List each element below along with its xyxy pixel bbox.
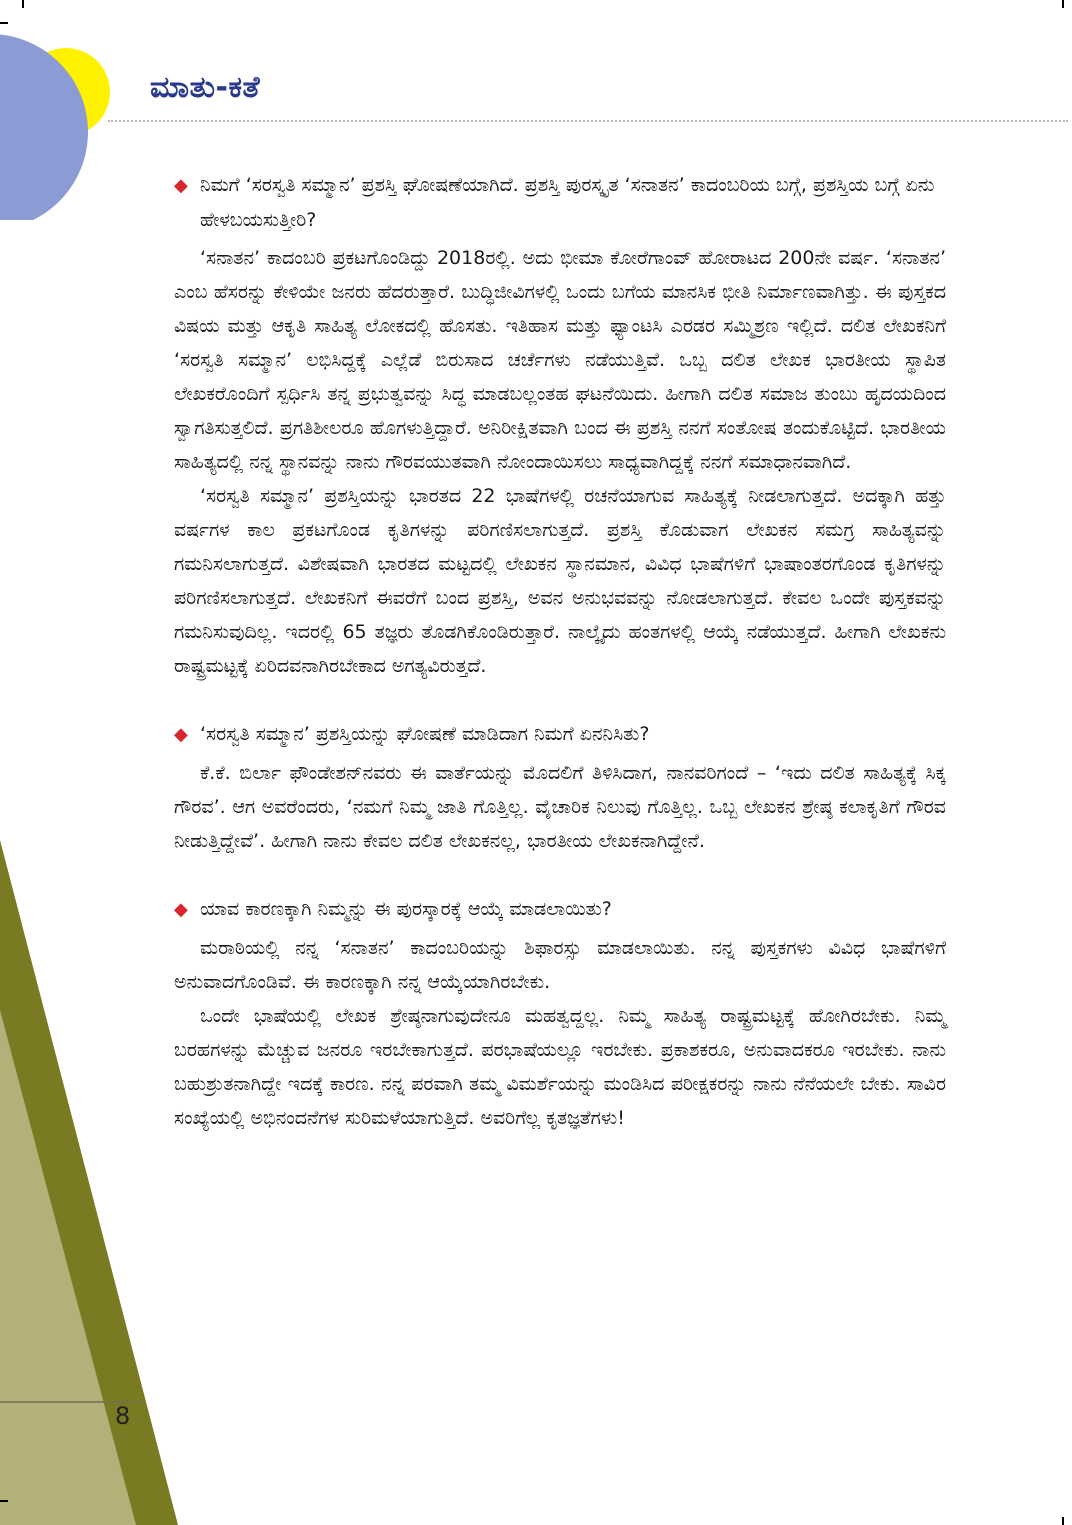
question-2-text: ‘ಸರಸ್ವತಿ ಸಮ್ಮಾನ’ ಪ್ರಶಸ್ತಿಯನ್ನು ಘೋಷಣೆ ಮಾಡಿದಾಗ ನಿಮಗೆ ಏನನಿಸಿತು? (200, 723, 650, 745)
crop-mark (0, 1500, 8, 1502)
interview-content (174, 168, 946, 1169)
header-dotted-rule (108, 120, 1068, 122)
answer-2-paragraph-1: ಕೆ.ಕೆ. ಬಿರ್ಲಾ ಫೌಂಡೇಶನ್‌ನವರು ಈ ವಾರ್ತೆಯನ್ನು ಮೊದಲಿಗೆ ತಿಳಿಸಿದಾಗ, ನಾನವರಿಗಂದೆ – ‘ಇದು ದಲಿತ ಸಾಹಿತ್ಯಕ್ಕೆ ಸಿಕ್ಕ ಗೌರವ’. ಆಗ ಅವರೆಂದರು, ‘ನಮಗೆ ನಿಮ್ಮ ಜಾತಿ ಗೊತ್ತಿಲ್ಲ. ವೈಚಾರಿಕ ನಿಲುವು ಗೊತ್ತಿಲ್ಲ. ಒಬ್ಬ ಲೇಖಕನ ಶ್ರೇಷ್ಠ ಕಲಾಕೃತಿಗೆ ಗೌರವ ನೀಡುತ್ತಿದ್ದೇವೆ’. ಹೀಗಾಗಿ ನಾನು ಕೇವಲ ದಲಿತ ಲೇಖಕನಲ್ಲ, ಭಾರತೀಯ ಲೇಖಕನಾಗಿದ್ದೇನೆ. (174, 762, 946, 852)
crop-mark (1062, 0, 1064, 8)
olive-triangle-decoration (0, 0, 200, 1525)
answer-1-paragraph-2: ‘ಸರಸ್ವತಿ ಸಮ್ಮಾನ’ ಪ್ರಶಸ್ತಿಯನ್ನು ಭಾರತದ 22 ಭಾಷೆಗಳಲ್ಲಿ ರಚನೆಯಾಗುವ ಸಾಹಿತ್ಯಕ್ಕೆ ನೀಡಲಾಗುತ್ತದೆ. ಅದಕ್ಕಾಗಿ ಹತ್ತು ವರ್ಷಗಳ ಕಾಲ ಪ್ರಕಟಗೊಂಡ ಕೃತಿಗಳನ್ನು ಪರಿಗಣಿಸಲಾಗುತ್ತದೆ. ಪ್ರಶಸ್ತಿ ಕೊಡುವಾಗ ಲೇಖಕನ ಸಮಗ್ರ ಸಾಹಿತ್ಯವನ್ನು ಗಮನಿಸಲಾಗುತ್ತದೆ. ವಿಶೇಷವಾಗಿ ಭಾರತದ ಮಟ್ಟದಲ್ಲಿ ಲೇಖಕನ ಸ್ಥಾನಮಾನ, ವಿವಿಧ ಭಾಷೆಗಳಿಗೆ ಭಾಷಾಂತರಗೊಂಡ ಕೃತಿಗಳನ್ನು ಪರಿಗಣಿಸಲಾಗುತ್ತದೆ. ಲೇಖಕನಿಗೆ ಈವರೆಗೆ ಬಂದ ಪ್ರಶಸ್ತಿ, ಅವನ ಅನುಭವವನ್ನು ನೋಡಲಾಗುತ್ತದೆ. ಕೇವಲ ಒಂದೇ ಪುಸ್ತಕವನ್ನು ಗಮನಿಸುವುದಿಲ್ಲ. ಇದರಲ್ಲಿ 65 ತಜ್ಞರು ತೊಡಗಿಕೊಂಡಿರುತ್ತಾರೆ. ನಾಲ್ಕೈದು ಹಂತಗಳಲ್ಲಿ ಆಯ್ಕೆ ನಡೆಯುತ್ತದೆ. ಹೀಗಾಗಿ ಲೇಖಕನು ರಾಷ್ಟ್ರಮಟ್ಟಕ್ಕೆ ಏರಿದವನಾಗಿರಬೇಕಾದ ಅಗತ್ಯವಿರುತ್ತದೆ. (174, 485, 946, 677)
diamond-bullet-icon: ◆ (174, 175, 188, 196)
answer-3-paragraph-2: ಒಂದೇ ಭಾಷೆಯಲ್ಲಿ ಲೇಖಕ ಶ್ರೇಷ್ಠನಾಗುವುದೇನೂ ಮಹತ್ವದ್ದಲ್ಲ. ನಿಮ್ಮ ಸಾಹಿತ್ಯ ರಾಷ್ಟ್ರಮಟ್ಟಕ್ಕೆ ಹೋಗಿರಬೇಕು. ನಿಮ್ಮ ಬರಹಗಳನ್ನು ಮೆಚ್ಚುವ ಜನರೂ ಇರಬೇಕಾಗುತ್ತದೆ. ಪರಭಾಷೆಯಲ್ಲೂ ಇರಬೇಕು. ಪ್ರಕಾಶಕರೂ, ಅನುವಾದಕರೂ ಇರಬೇಕು. ನಾನು ಬಹುಶ್ರುತನಾಗಿದ್ದೇ ಇದಕ್ಕೆ ಕಾರಣ. ನನ್ನ ಪರವಾಗಿ ತಮ್ಮ ವಿಮರ್ಶೆಯನ್ನು ಮಂಡಿಸಿದ ಪರೀಕ್ಷಕರನ್ನು ನಾನು ನೆನೆಯಲೇ ಬೇಕು. ಸಾವಿರ ಸಂಖ್ಯೆಯಲ್ಲಿ ಅಭಿನಂದನೆಗಳ ಸುರಿಮಳೆಯಾಗುತ್ತಿದೆ. ಅವರಿಗೆಲ್ಲ ಕೃತಜ್ಞತೆಗಳು! (174, 1005, 946, 1129)
question-3 (174, 892, 946, 927)
question-1 (174, 168, 946, 237)
section-title: ಮಾತು-ಕತೆ (150, 70, 261, 105)
crop-mark (22, 0, 24, 8)
diamond-bullet-icon: ◆ (174, 899, 188, 920)
answer-1-paragraph-1: ‘ಸನಾತನ’ ಕಾದಂಬರಿ ಪ್ರಕಟಗೊಂಡಿದ್ದು 2018ರಲ್ಲಿ. ಅದು ಭೀಮಾ ಕೋರೆಗಾಂವ್ ಹೋರಾಟದ 200ನೇ ವರ್ಷ. ‘ಸನಾತನ’ ಎಂಬ ಹೆಸರನ್ನು ಕೇಳಿಯೇ ಜನರು ಹೆದರುತ್ತಾರೆ. ಬುದ್ಧಿಜೀವಿಗಳಲ್ಲಿ ಒಂದು ಬಗೆಯ ಮಾನಸಿಕ ಭೀತಿ ನಿರ್ಮಾಣವಾಗಿತ್ತು. ಈ ಪುಸ್ತಕದ ವಿಷಯ ಮತ್ತು ಆಕೃತಿ ಸಾಹಿತ್ಯ ಲೋಕದಲ್ಲಿ ಹೊಸತು. ಇತಿಹಾಸ ಮತ್ತು ಫ್ಯಾಂಟಸಿ ಎರಡರ ಸಮ್ಮಿಶ್ರಣ ಇಲ್ಲಿದೆ. ದಲಿತ ಲೇಖಕನಿಗೆ ‘ಸರಸ್ವತಿ ಸಮ್ಮಾನ’ ಲಭಿಸಿದ್ದಕ್ಕೆ ಎಲ್ಲೆಡೆ ಬಿರುಸಾದ ಚರ್ಚೆಗಳು ನಡೆಯುತ್ತಿವೆ. ಒಬ್ಬ ದಲಿತ ಲೇಖಕ ಭಾರತೀಯ ಸ್ಥಾಪಿತ ಲೇಖಕರೊಂದಿಗೆ ಸ್ಪರ್ಧಿಸಿ ತನ್ನ ಪ್ರಭುತ್ವವನ್ನು ಸಿದ್ಧ ಮಾಡಬಲ್ಲಂತಹ ಘಟನೆಯಿದು. ಹೀಗಾಗಿ ದಲಿತ ಸಮಾಜ ತುಂಬು ಹೃದಯದಿಂದ ಸ್ವಾಗತಿಸುತ್ತಲಿದೆ. ಪ್ರಗತಿಶೀಲರೂ ಹೊಗಳುತ್ತಿದ್ದಾರೆ. ಅನಿರೀಕ್ಷಿತವಾಗಿ ಬಂದ ಈ ಪ್ರಶಸ್ತಿ ನನಗೆ ಸಂತೋಷ ತಂದುಕೊಟ್ಟಿದೆ. ಭಾರತೀಯ ಸಾಹಿತ್ಯದಲ್ಲಿ ನನ್ನ ಸ್ಥಾನವನ್ನು ನಾನು ಗೌರವಯುತವಾಗಿ ನೋಂದಾಯಿಸಲು ಸಾಧ್ಯವಾಗಿದ್ದಕ್ಕೆ ನನಗೆ ಸಮಾಧಾನವಾಗಿದೆ. (174, 247, 946, 473)
page-number: 8 (115, 1402, 131, 1430)
crop-mark (0, 22, 8, 24)
question-2 (174, 717, 946, 752)
question-1-text: ನಿಮಗೆ ‘ಸರಸ್ವತಿ ಸಮ್ಮಾನ’ ಪ್ರಶಸ್ತಿ ಘೋಷಣೆಯಾಗಿದೆ. ಪ್ರಶಸ್ತಿ ಪುರಸ್ಕೃತ ‘ಸನಾತನ’ ಕಾದಂಬರಿಯ ಬಗ್ಗೆ, ಪ್ರಶಸ್ತಿಯ ಬಗ್ಗೆ ಏನು ಹೇಳಬಯಸುತ್ತೀರಿ? (200, 174, 935, 231)
diamond-bullet-icon: ◆ (174, 724, 188, 745)
question-3-text: ಯಾವ ಕಾರಣಕ್ಕಾಗಿ ನಿಮ್ಮನ್ನು ಈ ಪುರಸ್ಕಾರಕ್ಕೆ ಆಯ್ಕೆ ಮಾಡಲಾಯಿತು? (200, 898, 612, 920)
qa-block-2 (174, 717, 946, 858)
olive-light-triangle (0, 1010, 136, 1525)
crop-mark (1062, 1517, 1064, 1525)
answer-3-paragraph-1: ಮರಾಠಿಯಲ್ಲಿ ನನ್ನ ‘ಸನಾತನ’ ಕಾದಂಬರಿಯನ್ನು ಶಿಫಾರಸ್ಸು ಮಾಡಲಾಯಿತು. ನನ್ನ ಪುಸ್ತಕಗಳು ವಿವಿಧ ಭಾಷೆಗಳಿಗೆ ಅನುವಾದಗೊಂಡಿವೆ. ಈ ಕಾರಣಕ್ಕಾಗಿ ನನ್ನ ಆಯ್ಕೆಯಾಗಿರಬೇಕು. (174, 937, 946, 993)
qa-block-3 (174, 892, 946, 1135)
qa-block-1 (174, 168, 946, 683)
